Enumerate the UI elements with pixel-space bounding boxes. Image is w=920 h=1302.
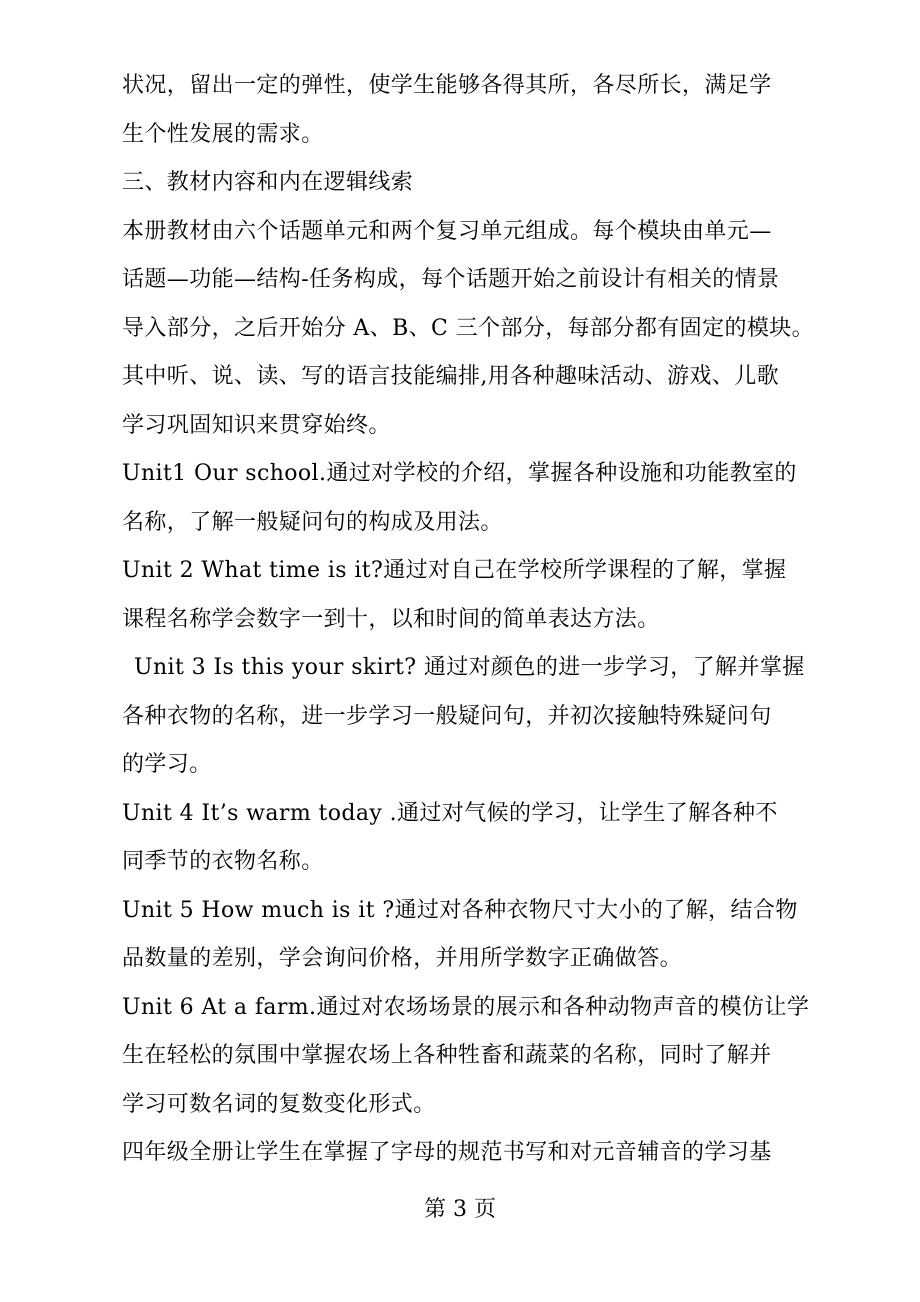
text-line: 学习巩固知识来贯穿始终。 xyxy=(122,412,391,438)
text-line: 学习可数名词的复数变化形式。 xyxy=(122,1091,436,1117)
text-line: 状况，留出一定的弹性，使学生能够各得其所，各尽所长，满足学 xyxy=(122,73,772,98)
document-body xyxy=(122,62,815,1178)
text-line: 各种衣物的名称，进一步学习一般疑问句，并初次接触特殊疑问句 xyxy=(122,703,772,729)
unit-1-line: Unit1 Our school.通过对学校的介绍，掌握各种设施和功能教室的 xyxy=(122,461,797,486)
unit-2-line: Unit 2 What time is it?通过对自己在学校所学课程的了解，掌握 xyxy=(122,558,787,583)
text-line: 名称，了解一般疑问句的构成及用法。 xyxy=(122,509,503,535)
text-line: 生在轻松的氛围中掌握农场上各种牲畜和蔬菜的名称，同时了解并 xyxy=(122,1043,772,1068)
text-line: 品数量的差别，学会询问价格，并用所学数字正确做答。 xyxy=(122,946,683,971)
text-line: 其中听、说、读、写的语言技能编排,用各种趣味活动、游戏、儿歌 xyxy=(122,364,779,389)
text-line: 的学习。 xyxy=(122,752,212,777)
text-line: 导入部分，之后开始分 A、B、C 三个部分，每部分都有固定的模块。 xyxy=(122,315,815,341)
unit-4-line: Unit 4 It’s warm today .通过对气候的学习，让学生了解各种不 xyxy=(122,800,778,826)
text-line: 本册教材由六个话题单元和两个复习单元组成。每个模块由单元— xyxy=(122,218,772,244)
text-line: 生个性发展的需求。 xyxy=(122,121,324,147)
text-line: 话题—功能—结构-任务构成，每个话题开始之前设计有相关的情景 xyxy=(122,267,780,292)
page-number: 第 3 页 xyxy=(424,1197,496,1222)
unit-3-line: Unit 3 Is this your skirt? 通过对颜色的进一步学习，了解并掌握 xyxy=(134,655,805,680)
section-heading: 三、教材内容和内在逻辑线索 xyxy=(122,170,414,195)
unit-6-line: Unit 6 At a farm.通过对农场场景的展示和各种动物声音的模仿让学 xyxy=(122,994,810,1020)
text-line: 四年级全册让学生在掌握了字母的规范书写和对元音辅音的学习基 xyxy=(122,1140,772,1165)
text-line: 同季节的衣物名称。 xyxy=(122,849,324,874)
text-line: 课程名称学会数字一到十，以和时间的简单表达方法。 xyxy=(122,606,660,632)
unit-5-line: Unit 5 How much is it ?通过对各种衣物尺寸大小的了解，结合物 xyxy=(122,897,798,923)
